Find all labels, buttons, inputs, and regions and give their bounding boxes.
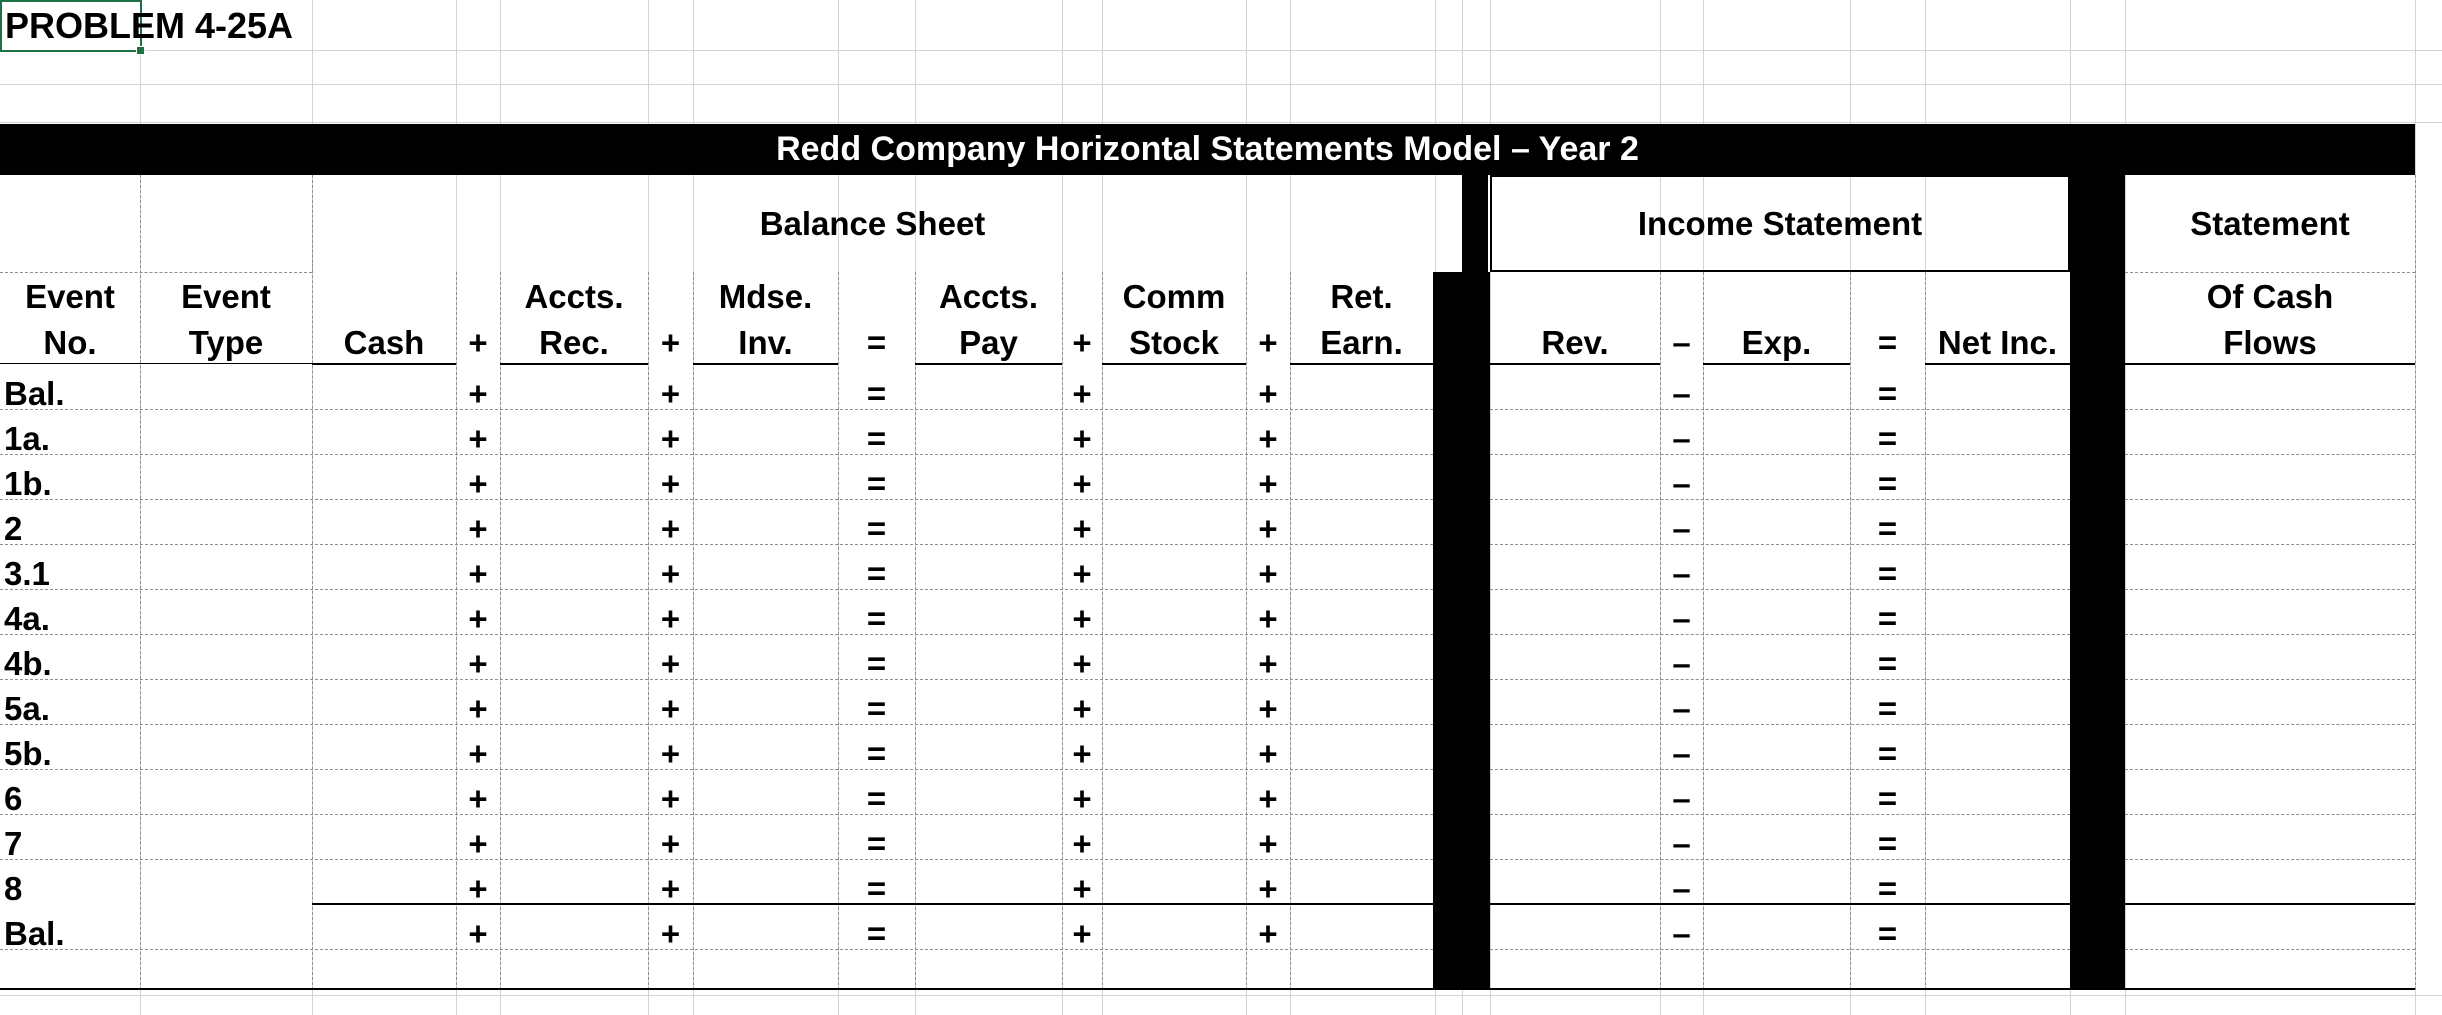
header-accts-pay-1: Accts. [938,278,1039,315]
plus-operator: + [1072,420,1092,457]
minus-operator: – [1672,555,1691,592]
row-label: 3.1 [4,555,50,592]
plus-operator: + [1258,600,1278,637]
plus-operator: + [468,780,488,817]
minus-operator: – [1672,870,1691,907]
equals-operator: = [866,735,887,772]
balance-sheet-header: Balance Sheet [759,205,986,242]
plus-operator: + [1072,375,1092,412]
plus-operator: + [660,825,681,862]
row-label: 5b. [4,735,52,772]
equals-operator: = [866,915,887,952]
minus-operator: – [1672,645,1691,682]
plus-operator: + [660,600,681,637]
plus-operator: + [468,600,488,637]
header-equals: = [866,324,887,361]
plus-operator: + [660,465,681,502]
header-comm-stock-2: Stock [1129,324,1219,361]
equals-operator: = [866,780,887,817]
header-rev: Rev. [1541,324,1609,361]
header-cash-flows-2: Flows [2223,324,2317,361]
minus-operator: – [1672,465,1691,502]
header-plus-4: + [1258,324,1278,361]
fill-handle[interactable] [136,46,145,55]
minus-operator: – [1672,600,1691,637]
plus-operator: + [660,780,681,817]
plus-operator: + [1072,780,1092,817]
equals-operator: = [1877,915,1898,952]
header-accts-rec-2: Rec. [539,324,609,361]
row-label: 1b. [4,465,52,502]
minus-operator: – [1672,915,1691,952]
equals-operator: = [1877,600,1898,637]
equals-operator: = [866,420,887,457]
header-ret-earn-2: Earn. [1320,324,1403,361]
header-mdse-inv-2: Inv. [738,324,793,361]
plus-operator: + [1258,510,1278,547]
plus-operator: + [1258,645,1278,682]
plus-operator: + [1258,870,1278,907]
equals-operator: = [1877,465,1898,502]
plus-operator: + [1258,555,1278,592]
minus-operator: – [1672,825,1691,862]
minus-operator: – [1672,735,1691,772]
plus-operator: + [1258,780,1278,817]
equals-operator: = [1877,420,1898,457]
plus-operator: + [660,915,681,952]
plus-operator: + [468,375,488,412]
header-cash-flows-1: Of Cash [2206,278,2334,315]
plus-operator: + [660,645,681,682]
row-label: Bal. [4,375,65,412]
row-label: 4a. [4,600,50,637]
plus-operator: + [1258,375,1278,412]
plus-operator: + [660,510,681,547]
statement-header: Statement [2190,205,2350,242]
header-comm-stock-1: Comm [1122,278,1226,315]
header-cash: Cash [343,324,425,361]
header-event-no-2: No. [43,324,97,361]
separator-column-2 [2070,175,2125,990]
plus-operator: + [468,870,488,907]
plus-operator: + [660,555,681,592]
plus-operator: + [468,915,488,952]
header-plus-3: + [1072,324,1092,361]
plus-operator: + [1258,690,1278,727]
plus-operator: + [468,510,488,547]
equals-operator: = [1877,690,1898,727]
separator-column-1 [1462,175,1488,272]
minus-operator: – [1672,780,1691,817]
header-event-type-2: Type [188,324,264,361]
plus-operator: + [1072,510,1092,547]
plus-operator: + [468,690,488,727]
minus-operator: – [1672,510,1691,547]
equals-operator: = [866,825,887,862]
header-event-no-1: Event [25,278,115,315]
row-label: 6 [4,780,23,817]
row-label: 8 [4,870,23,907]
plus-operator: + [1258,420,1278,457]
equals-operator: = [1877,375,1898,412]
equals-operator: = [1877,735,1898,772]
header-plus-2: + [660,324,681,361]
plus-operator: + [1072,735,1092,772]
row-label: 5a. [4,690,50,727]
plus-operator: + [1072,870,1092,907]
equals-operator: = [866,510,887,547]
equals-operator: = [866,645,887,682]
plus-operator: + [468,555,488,592]
row-label: 4b. [4,645,52,682]
plus-operator: + [1258,735,1278,772]
separator-column-1-lower [1433,272,1490,990]
equals-operator: = [1877,555,1898,592]
banner-title: Redd Company Horizontal Statements Model – Year 2 [0,124,2415,175]
minus-operator: – [1672,420,1691,457]
plus-operator: + [660,375,681,412]
header-equals-2: = [1877,324,1898,361]
plus-operator: + [468,420,488,457]
header-ret-earn-1: Ret. [1330,278,1393,315]
plus-operator: + [1072,645,1092,682]
header-accts-rec-1: Accts. [524,278,624,315]
plus-operator: + [660,735,681,772]
plus-operator: + [468,825,488,862]
row-label: 1a. [4,420,50,457]
equals-operator: = [866,375,887,412]
equals-operator: = [866,555,887,592]
plus-operator: + [1258,465,1278,502]
plus-operator: + [1258,825,1278,862]
header-plus-1: + [468,324,488,361]
minus-operator: – [1672,690,1691,727]
equals-operator: = [1877,510,1898,547]
row-label: Bal. [4,915,65,952]
equals-operator: = [1877,780,1898,817]
header-exp: Exp. [1741,324,1812,361]
equals-operator: = [866,465,887,502]
plus-operator: + [1072,915,1092,952]
header-accts-pay-2: Pay [959,324,1018,361]
equals-operator: = [866,870,887,907]
header-event-type-1: Event [181,278,271,315]
plus-operator: + [1072,825,1092,862]
plus-operator: + [1072,600,1092,637]
minus-operator: – [1672,375,1691,412]
header-minus: – [1672,324,1691,361]
equals-operator: = [866,600,887,637]
plus-operator: + [468,645,488,682]
header-net-inc: Net Inc. [1937,324,2058,361]
plus-operator: + [468,465,488,502]
plus-operator: + [1072,465,1092,502]
plus-operator: + [1072,690,1092,727]
plus-operator: + [1258,915,1278,952]
plus-operator: + [1072,555,1092,592]
plus-operator: + [660,870,681,907]
problem-title: PROBLEM 4-25A [5,5,294,46]
row-label: 7 [4,825,23,862]
income-statement-header: Income Statement [1637,205,1923,242]
equals-operator: = [1877,645,1898,682]
plus-operator: + [468,735,488,772]
equals-operator: = [1877,870,1898,907]
plus-operator: + [660,690,681,727]
plus-operator: + [660,420,681,457]
equals-operator: = [1877,825,1898,862]
header-mdse-inv-1: Mdse. [718,278,813,315]
row-label: 2 [4,510,23,547]
equals-operator: = [866,690,887,727]
